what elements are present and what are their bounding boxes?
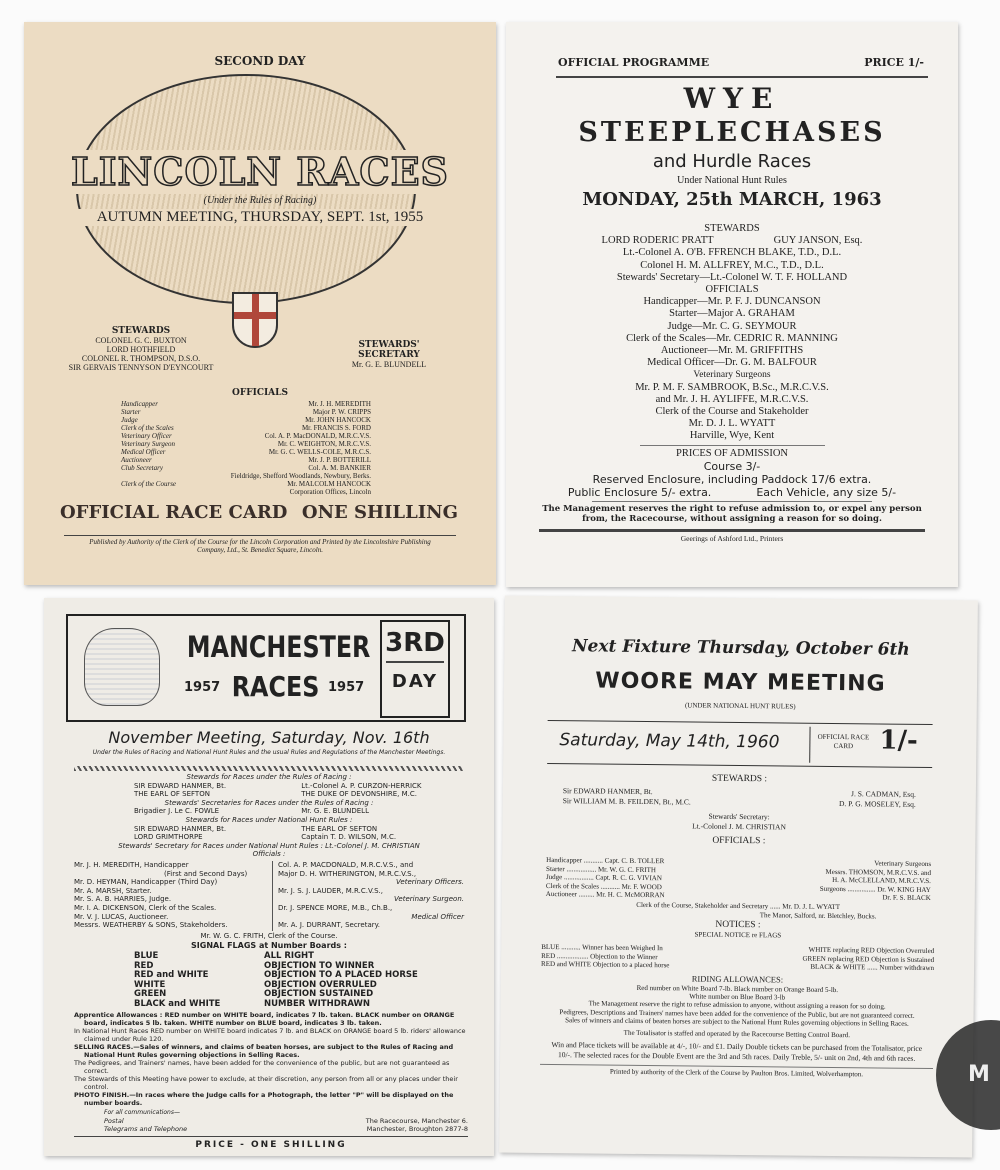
price-label: PRICE - ONE SHILLING [195,1140,347,1150]
day-number: 3RD [385,628,445,658]
flag-colour: BLUE [134,951,159,961]
official: (First and Second Days) [164,869,248,878]
official-row [121,408,371,416]
official-name: Fieldridge, Shefford Woodlands, Newbury, Berks. [230,472,371,480]
year-right: 1957 [328,680,365,695]
steward-row [74,825,464,834]
race-date: MONDAY, 25th MARCH, 1963 [582,189,882,210]
stewards-secretary: Stewards' Secretary—Lt.-Colonel W. T. F. HOLLAND [616,271,848,283]
royal-crest-icon [84,628,160,706]
totalisator-note: The Totalisator is staffed and operated by the Racecourse Betting Control Board. [623,1028,851,1040]
section-label: Officials : [252,850,286,859]
woore-race-card [499,596,978,1158]
official-role: Clerk of the Scales [121,424,174,432]
official: Clerk of the Scales—Mr. CEDRIC R. MANNING [626,332,838,344]
rules-subtitle: (Under the Rules of Racing) [203,195,317,206]
publisher-note: Published by Authority of the Clerk of the Course for the Lincoln Corporation and Printed by the Lincolnshire Publishing Company, Ltd., St. Benedict Square, Lincoln. [89,538,431,554]
officials-heading: OFFICIALS [705,284,759,296]
official-row [121,488,371,496]
official: Auctioneer—Mr. M. GRIFFITHS [660,345,804,357]
steward: LORD HOTHFIELD [106,345,176,354]
postal-address: The Racecourse, Manchester 6. [365,1117,468,1125]
note: Apprentice Allowances : RED number on WHITE board, indicates 7 lb. taken. BLACK number on ORANGE board, indicates 5 lb. taken. WHITE number on BLUE board, indicates 3 lb. taken. [74,1011,455,1027]
clerk: Mr. D. J. L. WYATT [688,418,776,430]
secretary-heading: STEWARDS' SECRETARY [358,340,420,360]
secretary-label: Stewards' Secretary: [708,811,770,822]
left-item: Handicapper ........... Capt. C. B. TOLLER [546,855,665,866]
right-item: GREEN replacing RED Objection is Sustained [802,954,935,964]
right-item: D. P. G. MOSELEY, Esq. [838,799,916,809]
steward: Captain T. D. WILSON, M.C. [301,833,397,842]
left-item: Auctioneer ......... Mr. H. C. McMORRAN [545,889,665,900]
official-name: Mr. G. C. WELLS-COLE, M.R.C.S. [268,448,371,456]
official-programme-label: OFFICIAL PROGRAMME [558,56,710,69]
notes [74,1011,468,1107]
hurdle-races-subtitle: and Hurdle Races [652,151,812,172]
flag-colour: RED and WHITE [134,970,209,980]
flags-list [541,943,934,973]
official-name: Mr. J. H. MEREDITH [308,400,371,408]
right-item: BLACK & WHITE ...... Number withdrawn [810,962,935,973]
clerk-heading: Clerk of the Course and Stakeholder [655,406,809,418]
steward: GUY JANSON, Esq. [773,235,863,247]
clerk-of-course: Clerk of the Course, Stakeholder and Secretary ...... Mr. D. J. L. WYATT [636,900,841,912]
clerk-of-course: Mr. W. G. C. FRITH, Clerk of the Course. [200,932,338,940]
steward: COLONEL G. C. BUXTON [95,336,187,345]
flag-meaning: OBJECTION OVERRULED [264,979,377,990]
official-role: Medical Officer [121,448,166,456]
management-notice: The Management reserves the right to refuse admission to, or expel any person from, the Racecourse, without assigning a reason for so doing. [542,503,922,524]
price-vehicle: Each Vehicle, any size 5/- [756,485,897,499]
day-word: DAY [391,671,439,692]
officials-heading: OFFICIALS [231,388,288,398]
postal-label: Postal [104,1117,124,1125]
official-row [121,424,371,432]
official-name: Mr. C. WEIGHTON, M.R.C.V.S. [277,440,371,448]
note: In National Hunt Races RED number on WHITE board indicates 7 lb. and BLACK on ORANGE board 5 lb. riders' allowance claimed under Rule 120. [74,1027,466,1043]
official-row [121,416,371,424]
flag-meaning: ALL RIGHT [264,951,314,961]
wye-race-card [506,22,958,587]
allowance: Red number on White Board 7-lb. Black number on Orange Board 5-lb. [636,983,839,995]
flag-meaning: OBJECTION SUSTAINED [264,989,374,999]
official: Judge—Mr. C. G. SEYMOUR [667,320,797,332]
left-item: RED .................. Objection to the Winner [541,951,658,961]
printer-note: Printed by authority of the Clerk of the Course by Paulton Bros. Limited, Wolverhampton. [609,1067,864,1079]
notices-heading: NOTICES : [715,919,761,931]
right-item: WHITE replacing RED Objection Overruled [808,945,935,956]
price-label: PRICE 1/- [864,56,924,69]
official-row [121,440,371,448]
section-label: Stewards for Races under the Rules of Racing : [186,773,352,781]
official: Mr. D. HEYMAN, Handicapper (Third Day) [74,878,218,887]
steward: Mr. G. E. BLUNDELL [301,807,369,816]
official: Messrs. WEATHERBY & SONS, Stakeholders. [74,921,228,930]
official: Mr. A. MARSH, Starter. [74,886,152,895]
official: Handicapper—Mr. P. F. J. DUNCANSON [643,296,821,308]
watermark-logo: M [936,1020,1000,1130]
flag-colour: RED [134,960,154,971]
official: Mr. V. J. LUCAS, Auctioneer. [74,912,169,921]
left-item: BLUE ........... Winner has been Weighed In [541,942,663,953]
section-label: Stewards for Races under National Hunt Rules : [185,815,353,824]
price-public: Public Enclosure 5/- extra. [567,485,712,499]
meeting-date: AUTUMN MEETING, THURSDAY, SEPT. 1st, 1955 [49,209,471,226]
lincoln-crest-icon [232,292,278,348]
allowance: White number on Blue Board 3-lb [689,992,786,1002]
secretary: Lt.-Colonel J. M. CHRISTIAN [692,821,786,832]
officials-right [278,861,464,930]
note: The Stewards of this Meeting have power to exclude, at their discretion, any person from all or any places under their control. [74,1075,458,1091]
steward: SIR EDWARD HANMER, Bt. [134,824,227,833]
section-label: Stewards' Secretary for Races under National Hunt Rules : Lt.-Colonel J. M. CHRISTIAN [118,841,420,850]
note: SELLING RACES.—Sales of winners, and claims of beaten horses, are subject to the Rules of Racing and National Hunt Rules governing objections in Selling Races. [74,1043,454,1059]
steward-row [74,833,464,842]
flag-colour: WHITE [134,979,166,990]
lincoln-title: LINCOLN RACES [54,150,466,194]
official: Veterinary Surgeon. [394,895,464,904]
officials-list [121,400,371,496]
official-name: Mr. JOHN HANCOCK [305,416,371,424]
official: Starter—Major A. GRAHAM [669,308,795,320]
secretary: Mr. G. E. BLUNDELL [351,360,427,369]
steward: THE DUKE OF DEVONSHIRE, M.C. [301,790,417,799]
price-label: ONE SHILLING [301,502,458,523]
official-role: Club Secretary [121,464,163,472]
steward: THE EARL OF SEFTON [301,824,378,833]
right-item: J. S. CADMAN, Esq. [851,789,916,799]
officials-left [74,861,270,930]
official-row [121,448,371,456]
section-label: Stewards' Secretaries for Races under the Rules of Racing : [164,798,374,807]
manchester-race-card [44,598,494,1156]
official-name: Col. A. M. BANKIER [308,464,371,472]
official-row [121,432,371,440]
rules-note: Under National Hunt Rules [677,175,787,186]
official-name: Mr. FRANCIS S. FORD [301,424,371,432]
prices-heading: PRICES OF ADMISSION [675,447,789,459]
left-item: Starter ................. Mr. W. G. C. FRITH [546,864,656,874]
steeplechases-title: STEEPLECHASES [578,117,886,148]
official-name: Mr. MALCOLM HANCOCK [287,480,371,488]
steward: SIR GERVAIS TENNYSON D'EYNCOURT [68,363,214,372]
flag-colour: GREEN [134,989,167,999]
official-role: Handicapper [121,400,158,408]
lincoln-race-card [24,22,496,585]
right-item: Dr. F. S. BLACK [882,893,931,903]
official: Col. A. P. MACDONALD, M.R.C.V.S., and [278,861,414,869]
rules-note: (UNDER NATIONAL HUNT RULES) [684,701,796,711]
steward-row [74,782,464,791]
official: Medical Officer [411,912,464,921]
telephone-number: Manchester, Broughton 2877-8 [366,1125,468,1133]
clerk-address: Harville, Wye, Kent [689,430,775,442]
official-name: Col. A. P. MacDONALD, M.R.C.V.S. [264,432,371,440]
meeting-date: November Meeting, Saturday, Nov. 16th [108,728,430,747]
official-role: Auctioneer [121,456,152,464]
official-name: Corporation Offices, Lincoln [289,488,371,496]
official-race-card-label: OFFICIAL RACE CARD [60,502,288,523]
right-item: Surgeons ................ Dr. W. KING HAY [819,884,931,894]
flags-heading: SIGNAL FLAGS at Number Boards : [191,941,347,950]
official-race-card-label: OFFICIAL RACE CARD [817,732,870,751]
stewards-heading: STEWARDS [111,326,171,336]
official: Mr. J. S. J. LAUDER, M.R.C.V.S., [278,886,383,895]
official: Major D. H. WITHERINGTON, M.R.C.V.S., [278,869,417,878]
official-role: Clerk of the Course [121,480,177,488]
official-row [121,480,371,488]
left-item: RED and WHITE Objection to a placed horse [541,959,670,970]
right-item: Messrs. THOMSON, M.R.C.V.S. and [825,867,932,877]
note: Pedigrees, Descriptions and Trainers' names have been added for the convenience of the Public, but are not guaranteed correct. [559,1007,915,1020]
note: PHOTO FINISH.—In races where the Judge calls for a Photograph, the letter "P" will be displayed on the number boards. [74,1091,454,1107]
wye-title: WYE [683,82,781,115]
official-row [121,456,371,464]
tickets-note: Win and Place tickets will be available at 4/-, 10/- and £1. Daily Double tickets can be purchased from the Totalisator, price 10/-. The selected races for the Double Event are the 3rd and 5th races. Daily Treble, 5/- unit on 2nd, 4th and 6th races. [551,1040,923,1063]
rules-note: Under the Rules of Racing and National Hunt Rules and the usual Rules and Regulations of the Manchester Meetings. [92,749,446,756]
steward: Brigadier J. Le C. FOWLE [134,807,220,816]
steward: LORD GRIMTHORPE [134,833,203,842]
steward-row [74,807,464,816]
flag-meaning: OBJECTION TO A PLACED HORSE [264,970,418,980]
decorative-border [74,766,464,771]
steward: Lt.-Colonel A. O'B. FFRENCH BLAKE, T.D., D.L. [622,247,842,259]
vet: Mr. P. M. F. SAMBROOK, B.Sc., M.R.C.V.S. [635,381,829,393]
left-item: Sir WILLIAM M. B. FEILDEN, Bt., M.C. [562,796,691,807]
official: Mr. A. J. DURRANT, Secretary. [278,921,380,930]
flags-heading: SPECIAL NOTICE re FLAGS [694,930,782,940]
left-item: Clerk of the Scales ........... Mr. F. WOOD [545,881,662,891]
steward: SIR EDWARD HANMER, Bt. [134,781,227,790]
flag-meaning: OBJECTION TO WINNER [264,960,375,971]
riding-allowances-heading: RIDING ALLOWANCES: [691,973,784,985]
flag-meaning: NUMBER WITHDRAWN [264,998,371,1009]
day-badge [380,620,450,718]
right-item: Veterinary Surgeons [874,859,932,869]
official: Dr. J. SPENCE MORE, M.B., Ch.B., [278,903,393,912]
price-label: 1/- [879,725,918,756]
official-role: Veterinary Surgeon [121,440,175,448]
steward: THE EARL OF SEFTON [134,790,210,799]
official-row [121,464,371,472]
official: Mr. S. A. B. HARRIES, Judge. [74,895,172,904]
steward: Lt.-Colonel A. P. CURZON-HERRICK [301,781,422,790]
communications-label: For all communications— [104,1109,180,1116]
official-row [121,472,371,480]
steward-row [74,790,464,799]
race-date: Saturday, May 14th, 1960 [559,730,780,753]
manchester-title: MANCHESTER [186,630,371,664]
official: Medical Officer—Dr. G. M. BALFOUR [647,357,817,369]
price-course: Course 3/- [703,459,761,473]
year-left: 1957 [184,680,221,695]
steward: Colonel H. M. ALLFREY, M.C., T.D., D.L. [640,259,824,271]
next-fixture: Next Fixture Thursday, October 6th [571,636,910,660]
official-row [121,400,371,408]
woore-title: WOORE MAY MEETING [595,668,886,697]
steward: COLONEL R. THOMPSON, D.S.O. [81,354,201,363]
official-role: Judge [121,416,138,424]
note: The Management reserve the right to refuse admission to anyone, without assigning a reason for so doing. [588,999,886,1011]
official: Mr. I. A. DICKENSON, Clerk of the Scales. [74,903,217,912]
flag-row [134,1000,454,1010]
right-item: H. A. McCLELLAND, M.R.C.V.S. [832,875,932,886]
vets-heading: Veterinary Surgeons [693,370,771,381]
official: Mr. J. H. MEREDITH, Handicapper [74,861,189,869]
left-item: Judge ................. Capt. R. C. G. VIVIAN [545,872,662,883]
stewards-list [74,773,464,859]
officials-list [546,856,931,903]
left-item: Sir EDWARD HANMER, Bt. [562,786,653,797]
signal-flags-list [134,952,454,1009]
vet: and Mr. J. H. AYLIFFE, M.R.C.V.S. [655,393,809,405]
day-label: SECOND DAY [214,54,306,68]
official-name: Major P. W. CRIPPS [312,408,371,416]
flag-colour: BLACK and WHITE [134,998,221,1009]
stewards-list [563,786,916,810]
races-title: RACES [231,670,320,703]
printer-note: Geerings of Ashford Ltd., Printers [680,533,784,543]
official-name: Mr. J. P. BOTTERILL [308,456,371,464]
telephone-label: Telegrams and Telephone [104,1125,188,1133]
stewards-heading: STEWARDS : [711,773,768,785]
stewards-heading: STEWARDS [704,223,760,234]
price-reserved: Reserved Enclosure, including Paddock 17/6 extra. [592,472,872,486]
clerk-address: The Manor, Salford, nr. Bletchley, Bucks. [759,910,877,920]
official: Veterinary Officers. [396,878,464,887]
steward: LORD RODERIC PRATT [601,235,714,247]
official-role: Starter [121,408,141,416]
note: Sales of winners and claims of beaten horses are subject to the National Hunt Rules governing objections in Selling Races. [565,1016,909,1028]
officials-heading: OFFICIALS : [712,835,766,847]
official-role: Veterinary Officer [121,432,172,440]
note: The Pedigrees, and Trainers' names, have been added for the convenience of the public, but are not guaranteed as correct. [74,1059,450,1075]
